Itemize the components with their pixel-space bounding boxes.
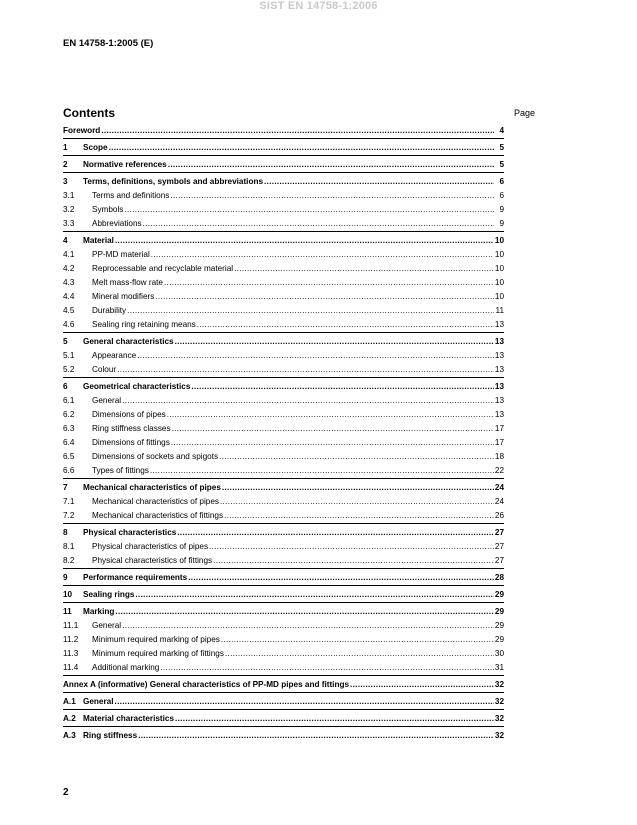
toc-entry-page: 26 [495, 509, 504, 523]
toc-entry[interactable] [63, 318, 504, 332]
toc-entry-page: 30 [495, 647, 504, 661]
toc-entry-title: Types of fittings [92, 466, 149, 475]
toc-entry-number: 4.4 [63, 292, 75, 301]
toc-entry-number: 3 [63, 177, 68, 186]
toc-entry[interactable] [63, 422, 504, 436]
toc-entry-title: Marking [83, 607, 115, 616]
toc-entry-title: General characteristics [83, 337, 174, 346]
toc-entry[interactable] [63, 290, 504, 304]
toc-entry-number: 6.1 [63, 396, 75, 405]
toc-entry-title: Physical characteristics [83, 528, 177, 537]
toc-entry-title: Mineral modifiers [92, 292, 155, 301]
page-column-label: Page [514, 108, 536, 118]
toc-entry-title: Mechanical characteristics of fittings [92, 511, 224, 520]
toc-entry-title: Sealing rings [83, 590, 135, 599]
toc-entry[interactable] [63, 363, 504, 377]
toc-entry-title: General [83, 697, 114, 706]
table-of-contents [63, 124, 504, 743]
toc-entry-page: 27 [495, 540, 504, 554]
toc-entry-number: 4.6 [63, 320, 75, 329]
toc-entry-number: 3.3 [63, 219, 75, 228]
toc-entry-number: 4.1 [63, 250, 75, 259]
toc-entry-title: Material characteristics [83, 714, 175, 723]
toc-entry[interactable] [63, 450, 504, 464]
toc-entry-page: 24 [495, 479, 504, 496]
toc-entry-page: 27 [495, 554, 504, 568]
toc-entry-number: 5 [63, 337, 68, 346]
toc-entry-number: 7 [63, 483, 68, 492]
toc-entry-title: General [92, 621, 122, 630]
document-id: EN 14758-1:2005 (E) [63, 38, 154, 49]
toc-entry-page: 10 [495, 262, 504, 276]
toc-entry-page: 9 [499, 217, 504, 231]
toc-entry-page: 13 [495, 349, 504, 363]
toc-entry-page: 13 [495, 408, 504, 422]
toc-entry-title: Minimum required marking of pipes [92, 635, 220, 644]
toc-entry-number: 6.6 [63, 466, 75, 475]
toc-entry-title: Appearance [92, 351, 137, 360]
toc-entry[interactable] [63, 304, 504, 318]
toc-entry-number: 7.2 [63, 511, 75, 520]
toc-entry[interactable] [63, 172, 504, 189]
toc-entry-page: 13 [495, 363, 504, 377]
toc-entry[interactable] [63, 262, 504, 276]
toc-entry[interactable] [63, 568, 504, 585]
toc-entry-title: Minimum required marking of fittings [92, 649, 224, 658]
toc-entry-page: 4 [499, 124, 504, 138]
toc-entry[interactable] [63, 377, 504, 394]
toc-entry-title: Symbols [92, 205, 124, 214]
toc-entry-page: 5 [499, 156, 504, 173]
toc-entry-page: 28 [495, 569, 504, 586]
toc-entry[interactable] [63, 509, 504, 523]
toc-entry-page: 13 [495, 394, 504, 408]
toc-entry-number: 1 [63, 143, 68, 152]
toc-entry-title: Colour [92, 365, 117, 374]
toc-entry-title: Mechanical characteristics of pipes [92, 497, 219, 506]
toc-entry-title: Physical characteristics of fittings [92, 556, 213, 565]
toc-entry-number: 11.3 [63, 649, 79, 658]
toc-entry-title: Mechanical characteristics of pipes [83, 483, 221, 492]
toc-entry[interactable] [63, 633, 504, 647]
toc-entry-page: 11 [496, 304, 505, 318]
toc-entry-number: 4.2 [63, 264, 75, 273]
toc-entry-title: Material [83, 236, 114, 245]
toc-entry-number: 5.2 [63, 365, 75, 374]
toc-entry-number: 8.2 [63, 556, 75, 565]
toc-entry-number: 8 [63, 528, 68, 537]
toc-entry[interactable] [63, 619, 504, 633]
toc-entry-title: Ring stiffness classes [92, 424, 171, 433]
toc-entry-page: 10 [495, 290, 504, 304]
toc-entry-title: Scope [83, 143, 108, 152]
toc-entry[interactable] [63, 709, 504, 726]
toc-entry[interactable] [63, 464, 504, 478]
toc-entry-number: 7.1 [63, 497, 75, 506]
toc-entry[interactable] [63, 540, 504, 554]
toc-entry[interactable] [63, 554, 504, 568]
toc-entry-title: General [92, 396, 122, 405]
toc-entry-title: Terms, definitions, symbols and abbreviations [83, 177, 264, 186]
toc-entry-number: 5.1 [63, 351, 75, 360]
toc-entry-page: 5 [499, 139, 504, 156]
toc-entry[interactable] [63, 124, 504, 138]
toc-entry[interactable] [63, 349, 504, 363]
toc-entry[interactable] [63, 495, 504, 509]
toc-entry-title: Annex A (informative) General characteristics of PP-MD pipes and fittings [63, 680, 350, 689]
toc-entry-number: 2 [63, 160, 68, 169]
toc-entry-page: 13 [495, 378, 504, 395]
toc-entry-title: Melt mass-flow rate [92, 278, 163, 287]
toc-entry-page: 29 [495, 619, 504, 633]
toc-entry-page: 29 [495, 633, 504, 647]
toc-entry-page: 29 [495, 586, 504, 603]
toc-entry[interactable] [63, 138, 504, 155]
toc-entry-number: 8.1 [63, 542, 75, 551]
toc-entry-title: PP-MD material [92, 250, 150, 259]
toc-entry-number: 6 [63, 382, 68, 391]
toc-entry-title: Normative references [83, 160, 167, 169]
toc-entry[interactable] [63, 332, 504, 349]
toc-entry[interactable] [63, 155, 504, 172]
toc-entry[interactable] [63, 726, 504, 743]
toc-entry-page: 9 [499, 203, 504, 217]
toc-entry-number: A.2 [63, 714, 76, 723]
toc-entry[interactable] [63, 217, 504, 231]
toc-entry-page: 13 [495, 318, 504, 332]
toc-entry-page: 10 [495, 276, 504, 290]
toc-entry-page: 32 [495, 710, 504, 727]
toc-entry-number: 11 [63, 607, 72, 616]
toc-entry-page: 32 [495, 693, 504, 710]
toc-entry-title: Ring stiffness [83, 731, 138, 740]
toc-entry-number: 9 [63, 573, 68, 582]
toc-entry-title: Durability [92, 306, 127, 315]
toc-entry-number: 11.2 [63, 635, 79, 644]
toc-entry-page: 31 [495, 661, 504, 675]
toc-entry-title: Dimensions of sockets and spigots [92, 452, 219, 461]
toc-entry-number: 6.3 [63, 424, 75, 433]
toc-entry-title: Reprocessable and recyclable material [92, 264, 234, 273]
toc-entry-page: 10 [495, 248, 504, 262]
toc-entry[interactable] [63, 661, 504, 675]
toc-entry[interactable] [63, 647, 504, 661]
toc-entry-number: A.1 [63, 697, 76, 706]
toc-entry-title: Performance requirements [83, 573, 188, 582]
toc-entry-page: 29 [495, 603, 504, 620]
toc-entry[interactable] [63, 276, 504, 290]
toc-entry-page: 6 [499, 173, 504, 190]
toc-entry-page: 13 [495, 333, 504, 350]
toc-entry-page: 24 [495, 495, 504, 509]
toc-entry-page: 17 [495, 422, 504, 436]
toc-entry-page: 17 [495, 436, 504, 450]
toc-entry-number: 4 [63, 236, 68, 245]
toc-entry-title: Additional marking [92, 663, 160, 672]
toc-entry-page: 10 [495, 232, 504, 249]
toc-entry-title: Terms and definitions [92, 191, 170, 200]
toc-entry[interactable] [63, 436, 504, 450]
toc-entry-number: 3.1 [63, 191, 75, 200]
toc-entry-title: Dimensions of fittings [92, 438, 170, 447]
toc-entry[interactable] [63, 394, 504, 408]
toc-entry-title: Abbreviations [92, 219, 142, 228]
toc-entry[interactable] [63, 248, 504, 262]
toc-entry-number: 11.1 [63, 621, 79, 630]
toc-entry[interactable] [63, 602, 504, 619]
toc-entry[interactable] [63, 203, 504, 217]
watermark: SIST EN 14758-1:2006 [259, 0, 378, 12]
toc-entry-page: 6 [499, 189, 504, 203]
toc-entry-number: 11.4 [63, 663, 79, 672]
toc-entry[interactable] [63, 523, 504, 540]
toc-entry-title: Dimensions of pipes [92, 410, 166, 419]
toc-entry-number: 6.5 [63, 452, 75, 461]
toc-entry-title: Geometrical characteristics [83, 382, 191, 391]
toc-entry-page: 18 [495, 450, 504, 464]
toc-entry-number: A.3 [63, 731, 76, 740]
toc-entry-number: 4.3 [63, 278, 75, 287]
toc-entry-page: 32 [495, 676, 504, 693]
toc-entry-title: Physical characteristics of pipes [92, 542, 209, 551]
toc-entry-page: 27 [495, 524, 504, 541]
toc-entry-number: 6.4 [63, 438, 75, 447]
toc-entry[interactable] [63, 675, 504, 692]
toc-entry-number: 6.2 [63, 410, 75, 419]
contents-title: Contents [63, 106, 115, 120]
page-number: 2 [63, 787, 69, 798]
toc-entry[interactable] [63, 585, 504, 602]
toc-entry-number: 4.5 [63, 306, 75, 315]
toc-entry[interactable] [63, 692, 504, 709]
toc-entry[interactable] [63, 189, 504, 203]
toc-entry[interactable] [63, 478, 504, 495]
toc-entry-number: 3.2 [63, 205, 75, 214]
toc-entry[interactable] [63, 408, 504, 422]
toc-entry-page: 22 [495, 464, 504, 478]
toc-entry-title: Sealing ring retaining means [92, 320, 196, 329]
toc-entry-number: 10 [63, 590, 73, 599]
toc-entry[interactable] [63, 231, 504, 248]
toc-entry-title: Foreword [63, 126, 101, 135]
toc-entry-page: 32 [495, 727, 504, 744]
